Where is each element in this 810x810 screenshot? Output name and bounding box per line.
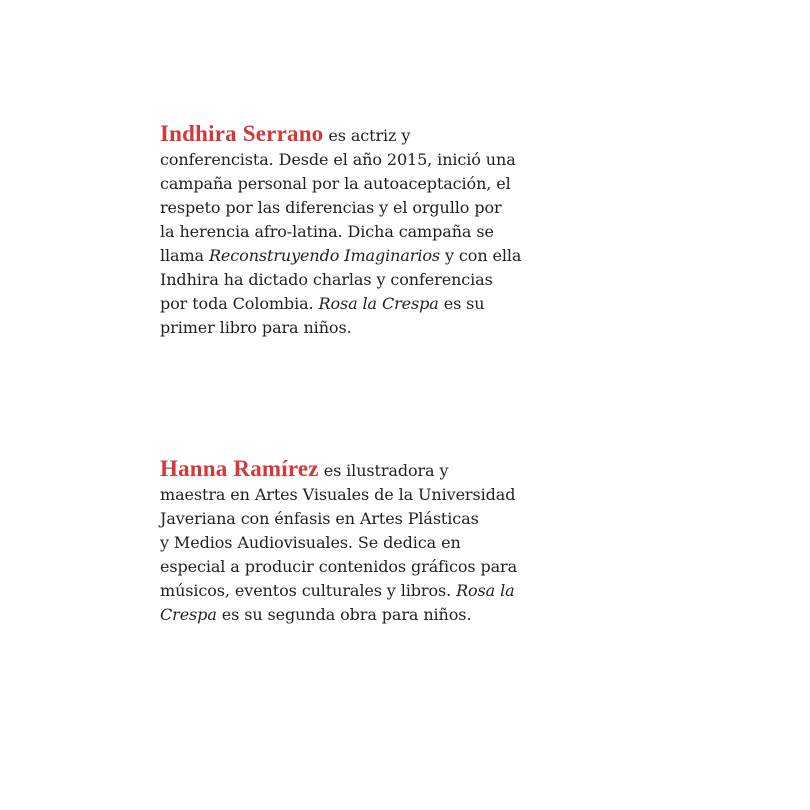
bio-line: [160, 268, 530, 292]
bio-text: primer libro para niños.: [160, 318, 352, 337]
bio-line: [160, 172, 530, 196]
illustrator-name: Hanna Ramírez: [160, 456, 319, 481]
bio-text: es actriz y: [328, 126, 411, 145]
project-title: Reconstruyendo Imaginarios: [208, 246, 441, 265]
bio-line: [160, 507, 530, 531]
bio-text: y con ella: [440, 246, 522, 265]
bio-text: conferencista. Desde el año 2015, inició una: [160, 150, 516, 169]
bio-text: Indhira ha dictado charlas y conferencias: [160, 270, 493, 289]
bio-line: [160, 457, 530, 483]
bio-text: por toda Colombia.: [160, 294, 319, 313]
bio-text: campaña personal por la autoaceptación, el: [160, 174, 511, 193]
bio-text: llama: [160, 246, 209, 265]
bio-text: y Medios Audiovisuales. Se dedica en: [160, 533, 461, 552]
book-title: Crespa: [160, 605, 217, 624]
book-title: Rosa la: [456, 581, 515, 600]
bio-line: [160, 148, 530, 172]
bio-line: [160, 292, 530, 316]
bio-line: [160, 555, 530, 579]
bio-line: [160, 220, 530, 244]
author-bio-indhira-serrano: [160, 122, 530, 340]
bio-line: [160, 122, 530, 148]
bio-text: músicos, eventos culturales y libros.: [160, 581, 457, 600]
bio-line: [160, 531, 530, 555]
bio-line: [160, 603, 530, 627]
bio-text: es su segunda obra para niños.: [216, 605, 472, 624]
bio-text: especial a producir contenidos gráficos para: [160, 557, 518, 576]
book-title: Rosa la Crespa: [318, 294, 439, 313]
bio-line: [160, 579, 530, 603]
bio-line: [160, 483, 530, 507]
bio-text: es su: [438, 294, 485, 313]
bio-text: es ilustradora y: [323, 461, 449, 480]
bio-text: maestra en Artes Visuales de la Universidad: [160, 485, 516, 504]
bio-line: [160, 244, 530, 268]
bio-line: [160, 196, 530, 220]
bio-text: respeto por las diferencias y el orgullo por: [160, 198, 502, 217]
author-name: Indhira Serrano: [160, 121, 324, 146]
bio-text: la herencia afro-latina. Dicha campaña se: [160, 222, 494, 241]
bio-text: Javeriana con énfasis en Artes Plásticas: [160, 509, 479, 528]
author-bio-hanna-ramirez: [160, 457, 530, 627]
bio-line: [160, 316, 530, 340]
